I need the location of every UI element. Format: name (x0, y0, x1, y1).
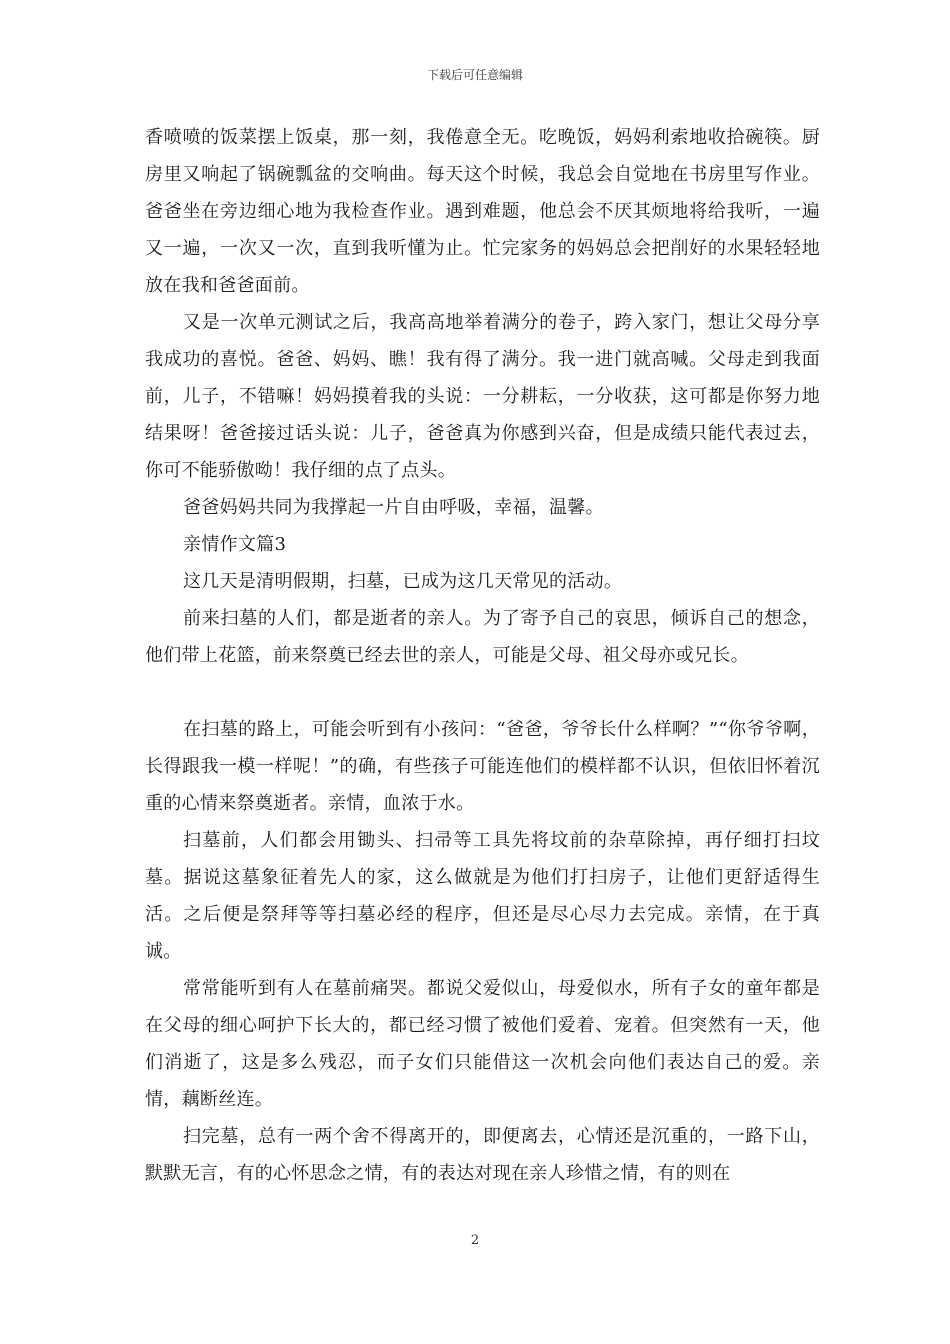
paragraph-9: 常常能听到有人在墓前痛哭。都说父爱似山，母爱似水，所有子女的童年都是在父母的细心呵护下长大的，都已经习惯了被他们爱着、宠着。但突然有一天，他们消逝了，这是多么残忍，而子女们只能借这一次机会向他们表达自己的爱。亲情，藕断丝连。 (145, 978, 820, 1110)
section-heading: 亲情作文篇3 (183, 534, 287, 555)
paragraph-2: 又是一次单元测试之后，我高高地举着满分的卷子，跨入家门，想让父母分享我成功的喜悦。爸爸、妈妈、瞧！我有得了满分。我一进门就高喊。父母走到我面前，儿子，不错嘛！妈妈摸着我的头说：一分耕耘，一分收获，这可都是你努力地结果呀！爸爸接过话头说：儿子，爸爸真为你感到兴奋，但是成绩只能代表过去，你可不能骄傲呦！我仔细的点了点头。 (145, 312, 820, 481)
paragraph-3: 爸爸妈妈共同为我撑起一片自由呼吸，幸福，温馨。 (183, 497, 604, 518)
page-header: 下载后可任意编辑 (426, 68, 523, 82)
paragraph-6: 前来扫墓的人们，都是逝者的亲人。为了寄予自己的哀思，倾诉自己的想念，他们带上花篮，前来祭奠已经去世的亲人，可能是父母、祖父母亦或兄长。 (145, 608, 820, 666)
paragraph-8: 扫墓前，人们都会用锄头、扫帚等工具先将坟前的杂草除掉，再仔细打扫坟墓。据说这墓象征着先人的家，这么做就是为他们打扫房子，让他们更舒适得生活。之后便是祭拜等等扫墓必经的程序，但还是尽心尽力去完成。亲情，在于真诚。 (145, 830, 820, 962)
paragraph-5: 这几天是清明假期，扫墓，已成为这几天常见的活动。 (183, 571, 623, 592)
paragraph-10: 扫完墓，总有一两个舍不得离开的，即便离去，心情还是沉重的，一路下山，默默无言，有的心怀思念之情，有的表达对现在亲人珍惜之情，有的则在 (145, 1126, 820, 1184)
paragraph-7: 在扫墓的路上，可能会听到有小孩问：“爸爸，爷爷长什么样啊？”“你爷爷啊，长得跟我一模一样呢！”的确，有些孩子可能连他们的模样都不认识，但依旧怀着沉重的心情来祭奠逝者。亲情，血浓于水。 (145, 719, 820, 814)
document-body (145, 119, 820, 1192)
paragraph-1: 香喷喷的饭菜摆上饭桌，那一刻，我倦意全无。吃晚饭，妈妈利索地收拾碗筷。厨房里又响起了锅碗瓢盆的交响曲。每天这个时候，我总会自觉地在书房里写作业。爸爸坐在旁边细心地为我检查作业。遇到难题，他总会不厌其烦地将给我听，一遍又一遍，一次又一次，直到我听懂为止。忙完家务的妈妈总会把削好的水果轻轻地放在我和爸爸面前。 (145, 127, 820, 296)
page-number: 2 (470, 1233, 480, 1248)
